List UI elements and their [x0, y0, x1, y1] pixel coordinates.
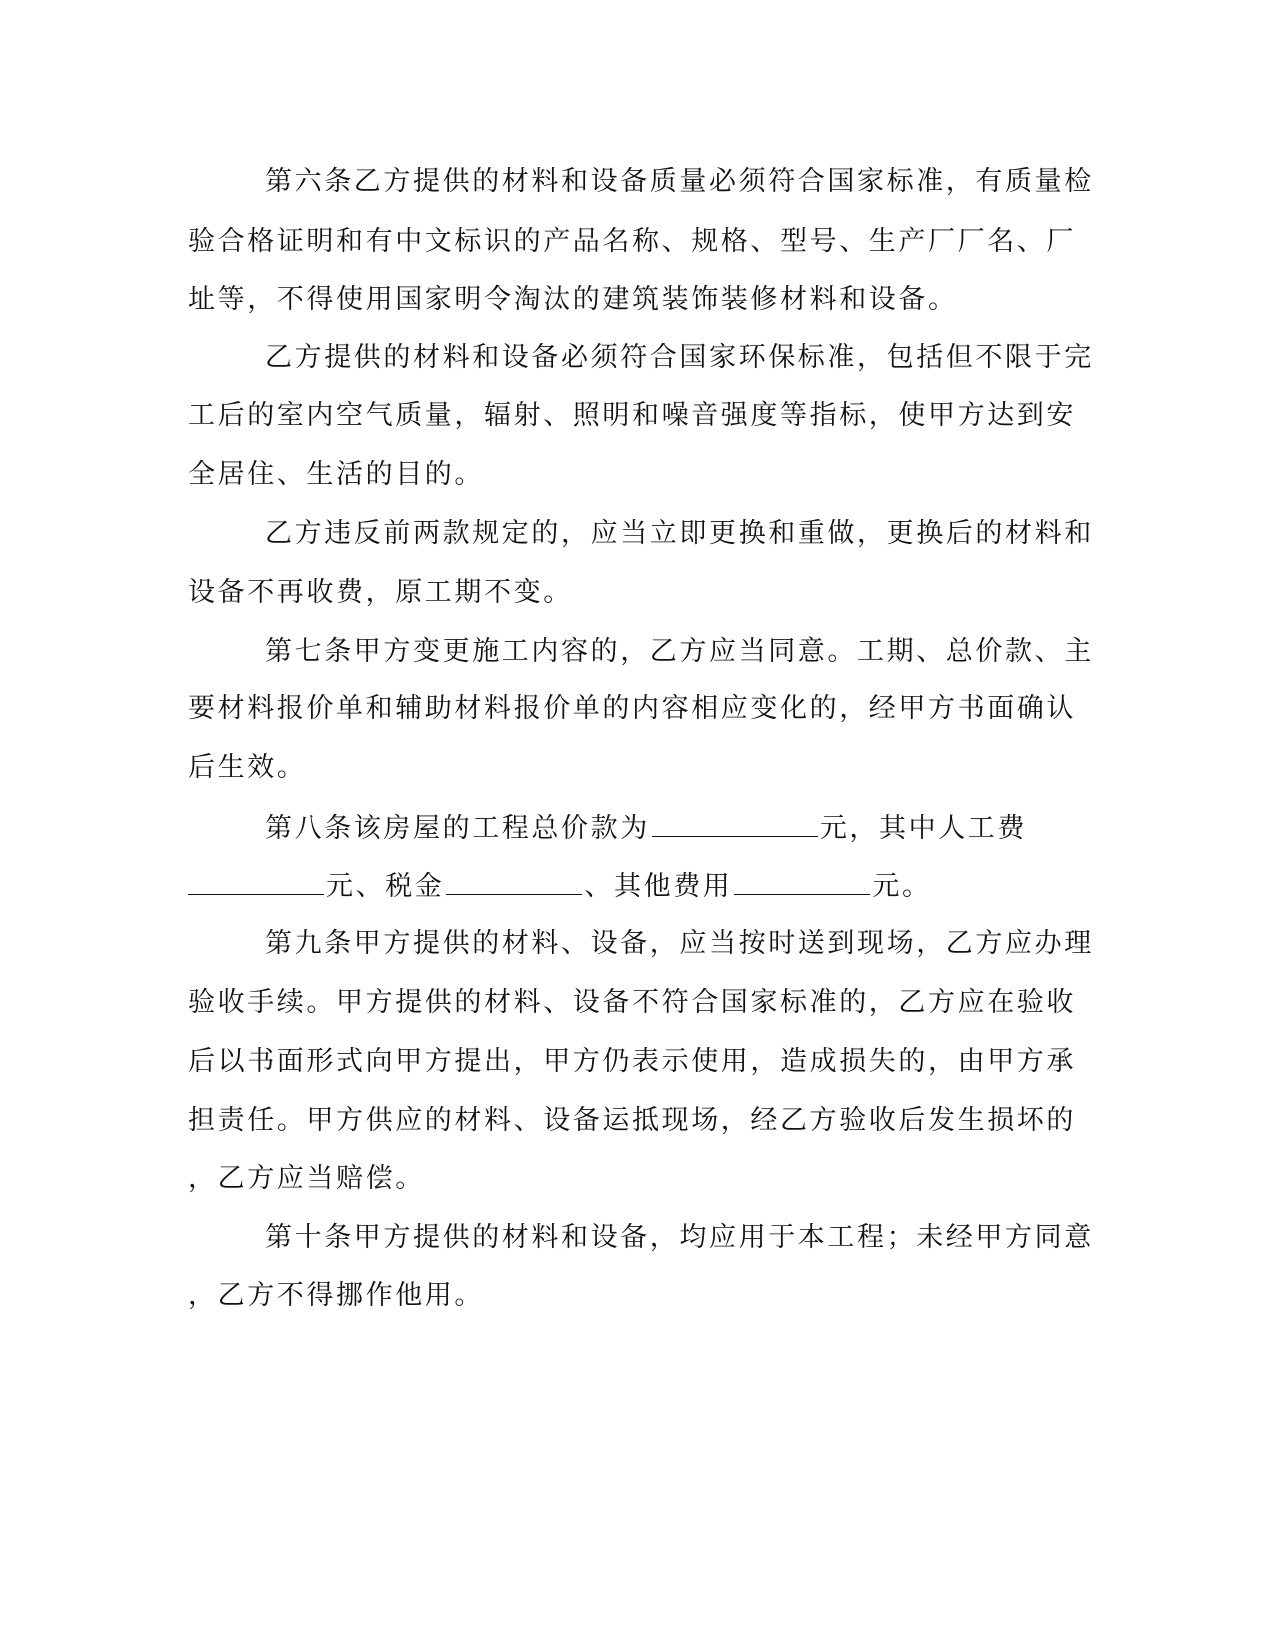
clause-text: 、其他费用	[584, 871, 733, 902]
paragraph-line: 工后的室内空气质量，辐射、照明和噪音强度等指标，使甲方达到安	[188, 400, 1076, 431]
paragraph-line: 第六条乙方提供的材料和设备质量必须符合国家标准，有质量检	[265, 166, 1094, 197]
price-clause-line-1	[265, 810, 1027, 844]
labor-cost-blank	[188, 868, 324, 895]
paragraph-line: ，乙方不得挪作他用。	[188, 1280, 484, 1311]
price-clause-line-2	[188, 868, 932, 902]
paragraph-line: 第九条甲方提供的材料、设备，应当按时送到现场，乙方应办理	[265, 928, 1094, 959]
tax-blank	[446, 868, 582, 895]
paragraph-line: 验收手续。甲方提供的材料、设备不符合国家标准的，乙方应在验收	[188, 987, 1076, 1018]
paragraph-line: 第十条甲方提供的材料和设备，均应用于本工程；未经甲方同意	[265, 1222, 1094, 1253]
paragraph-line: 验合格证明和有中文标识的产品名称、规格、型号、生产厂厂名、厂	[188, 226, 1076, 257]
paragraph-line: 担责任。甲方供应的材料、设备运抵现场，经乙方验收后发生损坏的	[188, 1105, 1076, 1136]
total-price-blank	[652, 810, 818, 837]
paragraph-line: 乙方提供的材料和设备必须符合国家环保标准，包括但不限于完	[265, 342, 1094, 373]
paragraph-line: 后以书面形式向甲方提出，甲方仍表示使用，造成损失的，由甲方承	[188, 1046, 1076, 1077]
paragraph-line: 乙方违反前两款规定的，应当立即更换和重做，更换后的材料和	[265, 518, 1094, 549]
paragraph-line: 后生效。	[188, 752, 307, 783]
clause-text: 元，其中人工费	[819, 813, 1028, 844]
paragraph-line: 址等，不得使用国家明令淘汰的建筑装饰装修材料和设备。	[188, 284, 958, 315]
paragraph-line: 第七条甲方变更施工内容的，乙方应当同意。工期、总价款、主	[265, 636, 1094, 667]
clause-text: 元。	[872, 871, 932, 902]
other-fees-blank	[734, 868, 870, 895]
clause-text: 元、税金	[326, 871, 445, 902]
paragraph-line: ，乙方应当赔偿。	[188, 1163, 425, 1194]
clause-text: 第八条该房屋的工程总价款为	[265, 813, 650, 844]
paragraph-line: 要材料报价单和辅助材料报价单的内容相应变化的，经甲方书面确认	[188, 693, 1076, 724]
paragraph-line: 设备不再收费，原工期不变。	[188, 577, 573, 608]
paragraph-line: 全居住、生活的目的。	[188, 459, 484, 490]
